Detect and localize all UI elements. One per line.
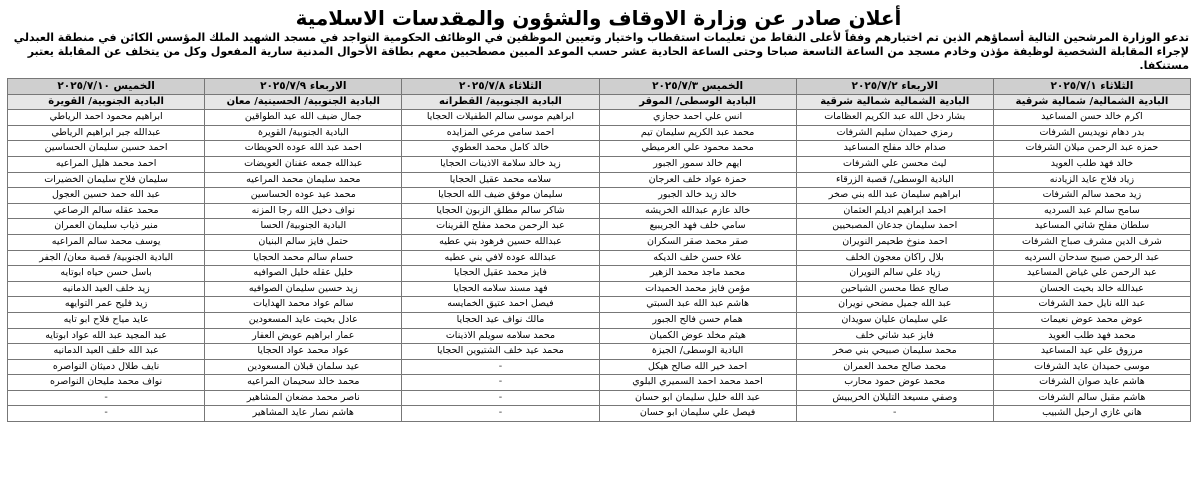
table-row — [8, 375, 1191, 391]
candidate-name-cell: محمد ماجد محمد الزهير — [599, 266, 796, 282]
candidate-name-cell: زيد فليح عمر التوايهه — [8, 297, 205, 313]
candidate-name-cell: عبد الله خليل سليمان ابو حسان — [599, 390, 796, 406]
candidate-name-cell: محمد محمود علي العرميطي — [599, 141, 796, 157]
table-row — [8, 125, 1191, 141]
candidate-name-cell: - — [402, 406, 599, 422]
candidate-name-cell: زيد حسين سليمان الصوافيه — [205, 281, 402, 297]
candidate-name-cell: زيد محمد سالم الشرفات — [993, 188, 1190, 204]
candidate-name-cell: عبد الله حمد حسين العجول — [8, 188, 205, 204]
table-row — [8, 344, 1191, 360]
candidate-name-cell: عبدالله حسين فرهود بني عطيه — [402, 234, 599, 250]
day-header: الخميس ٢٠٢٥/٧/١٠ — [8, 79, 205, 95]
table-row — [8, 297, 1191, 313]
candidate-name-cell: نواف دخيل الله رجا المزنه — [205, 203, 402, 219]
table-row — [8, 406, 1191, 422]
candidate-name-cell: عبد المجيد عبد الله عواد ابوتايه — [8, 328, 205, 344]
candidate-name-cell: صالح عطا محسن الشياحين — [796, 281, 993, 297]
candidate-name-cell: عبد الرحمن محمد مفلح القرينات — [402, 219, 599, 235]
candidate-name-cell: البادية الجنوبية/ الحسا — [205, 219, 402, 235]
announcement-title: أعلان صادر عن وزارة الاوقاف والشؤون والمقدسات الاسلامية — [295, 6, 902, 30]
day-header: الثلاثاء ٢٠٢٥/٧/٨ — [402, 79, 599, 95]
candidate-name-cell: خالد عازم عبدالله الخريشه — [599, 203, 796, 219]
candidate-name-cell: زياد علي سالم النويران — [796, 266, 993, 282]
table-row — [8, 234, 1191, 250]
candidate-name-cell: هاشم مقبل سالم الشرفات — [993, 390, 1190, 406]
region-header: البادية الجنوبية/ الحسينية/ معان — [205, 94, 402, 110]
table-row — [8, 266, 1191, 282]
table-row — [8, 141, 1191, 157]
candidates-table-body — [8, 110, 1191, 422]
candidate-name-cell: سامح سالم عبد السرديه — [993, 203, 1190, 219]
table-row — [8, 172, 1191, 188]
candidate-name-cell: محمد سليمان صبيحي بني صخر — [796, 344, 993, 360]
candidate-name-cell: عبد الله خلف العيد الدمانيه — [8, 344, 205, 360]
candidate-name-cell: محمد سلامه سويلم الاذينات — [402, 328, 599, 344]
candidate-name-cell: انس علي احمد حجازي — [599, 110, 796, 126]
candidate-name-cell: شرف الدين مشرف صباح الشرفات — [993, 234, 1190, 250]
candidate-name-cell: - — [402, 390, 599, 406]
candidate-name-cell: علي سليمان عليان سويدان — [796, 312, 993, 328]
candidate-name-cell: وصفي مسيعد التليلان الخريبيش — [796, 390, 993, 406]
candidates-table — [7, 78, 1191, 422]
candidate-name-cell: محمد عوض حمود محارب — [796, 375, 993, 391]
candidate-name-cell: عيد سلمان قبلان المسعودين — [205, 359, 402, 375]
candidate-name-cell: زياد فلاح عايد الزيادنه — [993, 172, 1190, 188]
candidate-name-cell: عوض محمد عوض نعيمات — [993, 312, 1190, 328]
day-header: الاربعاء ٢٠٢٥/٧/٩ — [205, 79, 402, 95]
candidate-name-cell: خالد زيد خالد الجبور — [599, 188, 796, 204]
candidate-name-cell: عبدالله جمعه عفنان العويضات — [205, 156, 402, 172]
candidate-name-cell: احمد عبد الله عوده الحويطات — [205, 141, 402, 157]
table-row — [8, 359, 1191, 375]
candidate-name-cell: هاشم نصار عايد المشاهير — [205, 406, 402, 422]
announcement-intro: تدعو الوزارة المرشحين التالية أسماؤهم الذين تم اختيارهم وفقاً لأعلى النقاط من تعليمات استقطاب واختيار وتعيين الموظفين في الوظائف الحكومية التواجد في مسجد الشهيد الملك المؤسس الكائن في منطقة العبدلي لإجراء المقابلة الشخصية لوظيفة مؤذن وخادم مسجد من الساعة التاسعة صباحا وحتى الساعة الحادية عشر حسب الموعد المبين مصطحبين معهم بطاقة الأحوال المدنية سارية المفعول وكل من يتخلف عن المقابلة يعتبر مستنكفا. — [13, 31, 1189, 72]
candidate-name-cell: موسى حميدان عايد الشرفات — [993, 359, 1190, 375]
candidate-name-cell: محمد عقله سالم الرصاعي — [8, 203, 205, 219]
table-row — [8, 312, 1191, 328]
candidate-name-cell: محمد سليمان محمد المراعيه — [205, 172, 402, 188]
candidate-name-cell: - — [796, 406, 993, 422]
candidate-name-cell: محمد عيد خلف الشتيوين الحجايا — [402, 344, 599, 360]
candidate-name-cell: عايد مياح فلاح ابو تايه — [8, 312, 205, 328]
candidate-name-cell: مرزوق علي عيد المساعيد — [993, 344, 1190, 360]
day-header: الاربعاء ٢٠٢٥/٧/٢ — [796, 79, 993, 95]
candidate-name-cell: شاكر سالم مطلق الزبون الحجايا — [402, 203, 599, 219]
table-row — [8, 188, 1191, 204]
candidate-name-cell: - — [8, 406, 205, 422]
candidate-name-cell: سلامه محمد عقيل الحجايا — [402, 172, 599, 188]
candidate-name-cell: يوسف محمد سالم المراعيه — [8, 234, 205, 250]
region-header: البادية الوسطى/ الموقر — [599, 94, 796, 110]
table-row — [8, 110, 1191, 126]
day-header: الثلاثاء ٢٠٢٥/٧/١ — [993, 79, 1190, 95]
candidate-name-cell: زيد خالد سلامة الاذينات الحجايا — [402, 156, 599, 172]
candidate-name-cell: خالد كامل محمد العطوي — [402, 141, 599, 157]
candidate-name-cell: رمزي حميدان سليم الشرفات — [796, 125, 993, 141]
day-header-row — [8, 79, 1191, 95]
candidate-name-cell: اكرم خالد حسن المساعيد — [993, 110, 1190, 126]
candidate-name-cell: خالد فهد طلب العويد — [993, 156, 1190, 172]
candidate-name-cell: سلطان مفلح شاتي المساعيد — [993, 219, 1190, 235]
candidate-name-cell: حسام سالم محمد الحجايا — [205, 250, 402, 266]
candidate-name-cell: هاشم عبد الله عبد السبتي — [599, 297, 796, 313]
candidate-name-cell: احمد محمد احمد السميري البلوي — [599, 375, 796, 391]
candidate-name-cell: البادية الوسطى/ قصبة الزرقاء — [796, 172, 993, 188]
candidate-name-cell: صقر محمد صقر السكران — [599, 234, 796, 250]
candidate-name-cell: حتمل فايز سالم البنيان — [205, 234, 402, 250]
candidate-name-cell: باسل حسن حياه ابوتايه — [8, 266, 205, 282]
candidate-name-cell: عبد الله جميل مضحي نويران — [796, 297, 993, 313]
candidate-name-cell: فيصل علي سليمان ابو حسان — [599, 406, 796, 422]
candidate-name-cell: مالك نواف عيد الحجايا — [402, 312, 599, 328]
candidate-name-cell: البادية الجنوبية/ القويرة — [205, 125, 402, 141]
table-row — [8, 203, 1191, 219]
candidate-name-cell: حمزة عواد خلف العرجان — [599, 172, 796, 188]
candidate-name-cell: صدام خالد مفلح المساعيد — [796, 141, 993, 157]
candidate-name-cell: محمد عيد عوده الحساسين — [205, 188, 402, 204]
table-row — [8, 250, 1191, 266]
candidate-name-cell: احمد خير الله صالح هيكل — [599, 359, 796, 375]
candidate-name-cell: البادية الجنوبية/ قصبة معان/ الجفر — [8, 250, 205, 266]
candidate-name-cell: هاشم عايد صوان الشرفات — [993, 375, 1190, 391]
candidate-name-cell: عبدالله عوده لافي بني عطيه — [402, 250, 599, 266]
table-row — [8, 281, 1191, 297]
candidate-name-cell: همام حسن فالح الجبور — [599, 312, 796, 328]
day-header: الخميس ٢٠٢٥/٧/٣ — [599, 79, 796, 95]
candidate-name-cell: عواد محمد عواد الحجايا — [205, 344, 402, 360]
candidate-name-cell: محمد فهد طلب العويد — [993, 328, 1190, 344]
candidate-name-cell: سالم عواد محمد الهدايات — [205, 297, 402, 313]
candidate-name-cell: فيصل احمد عتيق الخمايسه — [402, 297, 599, 313]
candidate-name-cell: احمد سامي مرعي المزايده — [402, 125, 599, 141]
region-header: البادية الشمالية/ شمالية شرقية — [993, 94, 1190, 110]
candidate-name-cell: نايف طلال دميثان النواصره — [8, 359, 205, 375]
candidate-name-cell: زيد خلف العيد الدمانيه — [8, 281, 205, 297]
candidate-name-cell: احمد محمد هليل المراعيه — [8, 156, 205, 172]
candidate-name-cell: محمد خالد سحيمان المراعيه — [205, 375, 402, 391]
candidate-name-cell: محمد صالح محمد العمران — [796, 359, 993, 375]
candidate-name-cell: احمد سليمان جدعان المصبحيين — [796, 219, 993, 235]
table-row — [8, 390, 1191, 406]
candidate-name-cell: منير ذياب سليمان العمران — [8, 219, 205, 235]
candidate-name-cell: ابراهيم محمود احمد الرياطي — [8, 110, 205, 126]
candidate-name-cell: سليمان موفق ضيف الله الحجايا — [402, 188, 599, 204]
region-header: البادية الشمالية شمالية شرقية — [796, 94, 993, 110]
candidate-name-cell: ابراهيم سليمان عبد الله بني صخر — [796, 188, 993, 204]
table-row — [8, 219, 1191, 235]
candidate-name-cell: بدر دهام نويديس الشرفات — [993, 125, 1190, 141]
candidate-name-cell: - — [402, 359, 599, 375]
candidate-name-cell: ايهم خالد سمور الجبور — [599, 156, 796, 172]
candidate-name-cell: عبد الرحمن علي غياض المساعيد — [993, 266, 1190, 282]
candidate-name-cell: - — [8, 390, 205, 406]
candidate-name-cell: خليل عقله خليل الصوافيه — [205, 266, 402, 282]
candidate-name-cell: بشار دخل الله عبد الكريم العظامات — [796, 110, 993, 126]
candidate-name-cell: سليمان فلاح سليمان الخضيرات — [8, 172, 205, 188]
candidate-name-cell: هاني غازي ارحيل الشبيب — [993, 406, 1190, 422]
table-row — [8, 156, 1191, 172]
candidate-name-cell: فايز عبد شاتي خلف — [796, 328, 993, 344]
candidate-name-cell: هيثم مخلد عوض الكميان — [599, 328, 796, 344]
candidate-name-cell: مؤمن فايز محمد الحميدات — [599, 281, 796, 297]
candidate-name-cell: عبدالله جبر ابراهيم الرياطي — [8, 125, 205, 141]
candidate-name-cell: علاء حسن خلف الديكه — [599, 250, 796, 266]
region-header: البادية الجنوبية/ القطرانه — [402, 94, 599, 110]
candidate-name-cell: ناصر محمد مضعان المشاهير — [205, 390, 402, 406]
candidate-name-cell: عبد الله نايل حمد الشرفات — [993, 297, 1190, 313]
candidate-name-cell: عادل بخيت عايد المسعودين — [205, 312, 402, 328]
candidate-name-cell: ليث محسن علي الشرفات — [796, 156, 993, 172]
candidate-name-cell: فايز محمد عقيل الحجايا — [402, 266, 599, 282]
candidate-name-cell: احمد منوخ طحيمر النويران — [796, 234, 993, 250]
candidate-name-cell: بلال راكان معجون الخلف — [796, 250, 993, 266]
candidate-name-cell: عبد الرحمن صبيح سدحان السرديه — [993, 250, 1190, 266]
candidate-name-cell: - — [402, 375, 599, 391]
candidate-name-cell: سامي خلف فهد الجريبيع — [599, 219, 796, 235]
region-header: البادية الجنوبية/ القويرة — [8, 94, 205, 110]
region-header-row — [8, 94, 1191, 110]
candidate-name-cell: فهد مسند سلامه الحجايا — [402, 281, 599, 297]
candidate-name-cell: ابراهيم موسى سالم الطفيلات الحجايا — [402, 110, 599, 126]
candidate-name-cell: عمار ابراهيم عويض العفار — [205, 328, 402, 344]
table-row — [8, 328, 1191, 344]
candidate-name-cell: احمد ابراهيم اديلم العثمان — [796, 203, 993, 219]
candidate-name-cell: جمال ضيف الله عيد الطواقين — [205, 110, 402, 126]
candidate-name-cell: احمد حسين سليمان الحساسين — [8, 141, 205, 157]
candidate-name-cell: البادية الوسطى/ الجيزة — [599, 344, 796, 360]
candidate-name-cell: عبدالله خالد بخيت الحسان — [993, 281, 1190, 297]
candidate-name-cell: محمد عبد الكريم سليمان تيم — [599, 125, 796, 141]
candidate-name-cell: نواف محمد مليحان النواصره — [8, 375, 205, 391]
candidate-name-cell: حمزه عبد الرحمن ميلان الشرفات — [993, 141, 1190, 157]
